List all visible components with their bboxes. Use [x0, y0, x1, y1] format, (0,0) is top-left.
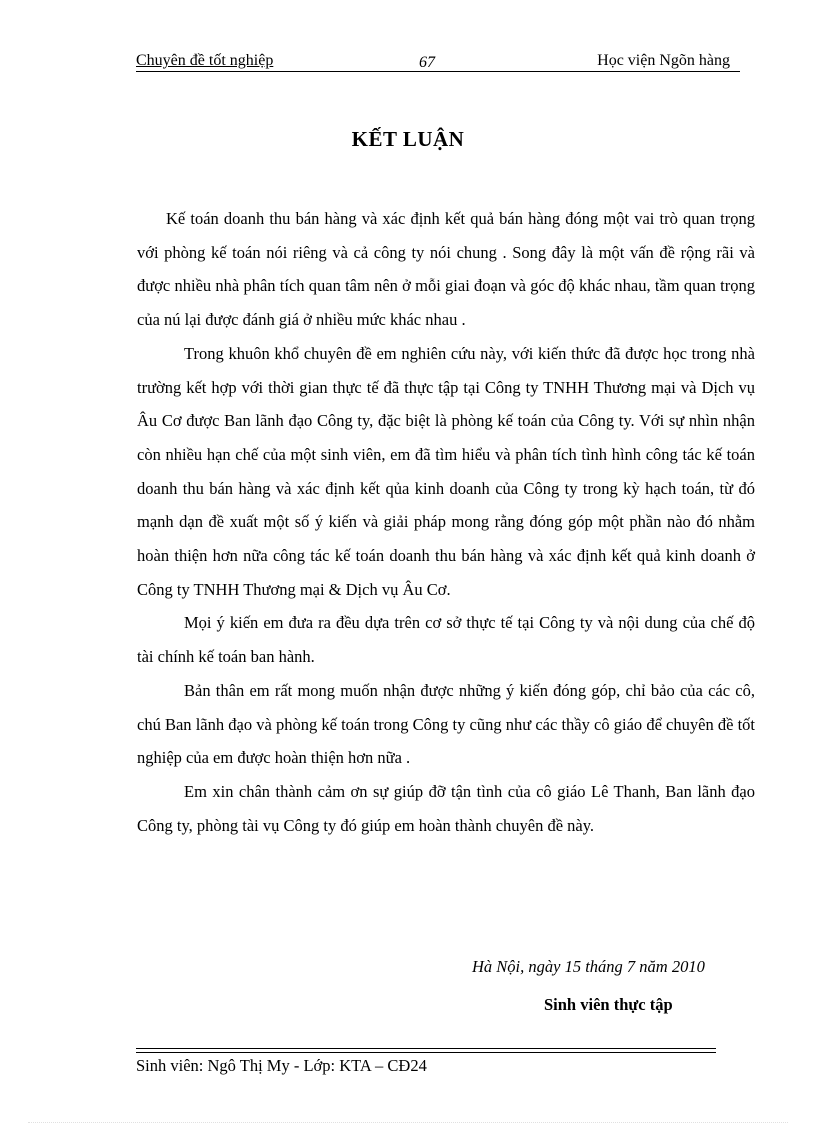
header-document-type: Chuyên đề tốt nghiệp — [136, 52, 274, 69]
paragraph-3: Mọi ý kiến em đưa ra đều dựa trên cơ sở thực tế tại Công ty và nội dung của chế độ tài chính kế toán ban hành. — [137, 613, 755, 667]
page-number: 67 — [419, 54, 435, 71]
signer-role: Sinh viên thực tập — [544, 995, 673, 1014]
place-and-date: Hà Nội, ngày 15 tháng 7 năm 2010 — [472, 957, 705, 976]
paragraph-5: Em xin chân thành cảm ơn sự giúp đỡ tận tình của cô giáo Lê Thanh, Ban lãnh đạo Công ty, phòng tài vụ Công ty đó giúp em hoàn thành chuyên đề này. — [137, 781, 755, 835]
paragraph-1: Kế toán doanh thu bán hàng và xác định kết quả bán hàng đóng một vai trò quan trọng với phòng kế toán nói riêng và cả công ty nói chung . Song đây là một vấn đề rộng rãi và được nhiều nhà phân tích quan tâm nên ở mỗi giai đoạn và góc độ khác nhau, tầm quan trọng của nú lại được đánh giá ở nhiều mức khác nhau . — [137, 209, 755, 330]
footer-double-rule — [136, 1048, 716, 1053]
signature-block — [0, 957, 816, 1017]
conclusion-body — [137, 202, 755, 842]
header-institution: Học viện Ngõn hàng — [597, 52, 730, 69]
page-header — [136, 50, 740, 72]
paragraph-4: Bản thân em rất mong muốn nhận được những ý kiến đóng góp, chỉ bảo của các cô, chú Ban lãnh đạo và phòng kế toán trong Công ty cũng như các thầy cô giáo để chuyên đề tốt nghiệp của em được hoàn thiện hơn nữa . — [137, 680, 755, 768]
page-footer: Sinh viên: Ngô Thị My - Lớp: KTA – CĐ24 — [136, 1056, 427, 1075]
paragraph-2: Trong khuôn khổ chuyên đề em nghiên cứu này, với kiến thức đã được học trong nhà trường kết hợp với thời gian thực tế đã thực tập tại Công ty TNHH Thương mại và Dịch vụ Âu Cơ được Ban lãnh đạo Công ty, đặc biệt là phòng kế toán của Công ty. Với sự nhìn nhận còn nhiều hạn chế của một sinh viên, em đã tìm hiểu và phân tích tình hình công tác kế toán doanh thu bán hàng và xác định kết qủa kinh doanh của Công ty trong kỳ hạch toán, từ đó mạnh dạn đề xuất một số ý kiến và giải pháp mong rằng đóng góp một phần nào đó nhằm hoàn thiện hơn nữa công tác kế toán doanh thu bán hàng và xác định kết quả kinh doanh ở Công ty TNHH Thương mại & Dịch vụ Âu Cơ. — [137, 343, 755, 599]
page-title: KẾT LUẬN — [351, 127, 465, 151]
header-rule — [136, 71, 740, 72]
